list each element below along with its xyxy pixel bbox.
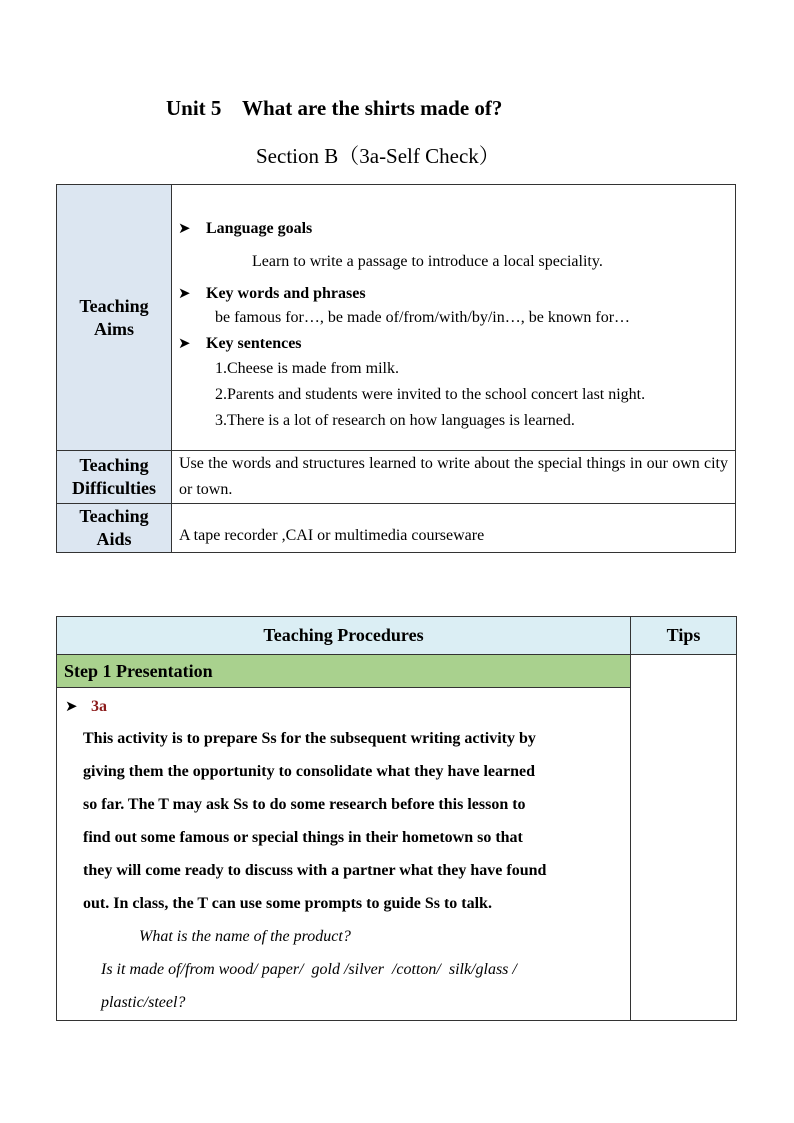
description-line: out. In class, the T can use some prompts to guide Ss to talk. bbox=[83, 895, 492, 912]
step-1-header: Step 1 Presentation bbox=[57, 655, 631, 688]
teaching-aims-content bbox=[172, 185, 736, 451]
teaching-difficulties-text: Use the words and structures learned to write about the special things in our own city or town. bbox=[172, 451, 736, 504]
prompt-3: plastic/steel? bbox=[101, 994, 186, 1011]
sentence-2: 2.Parents and students were invited to the school concert last night. bbox=[215, 386, 646, 403]
sentence-1: 1.Cheese is made from milk. bbox=[215, 360, 399, 377]
key-words-heading: ➤ Key words and phrases bbox=[172, 282, 735, 306]
procedures-table bbox=[56, 616, 737, 1021]
teaching-difficulties-label: Teaching Difficulties bbox=[57, 451, 172, 504]
procedures-header: Teaching Procedures bbox=[57, 617, 631, 655]
key-words-text: be famous for…, be made of/from/with/by/in…, be known for… bbox=[215, 309, 631, 326]
step-1-content bbox=[57, 688, 631, 1021]
key-sentences-heading: ➤ Key sentences bbox=[172, 332, 735, 356]
activity-description bbox=[63, 722, 624, 920]
prompt-1: What is the name of the product? bbox=[139, 928, 351, 945]
arrow-bullet-icon: ➤ bbox=[178, 336, 191, 352]
arrow-bullet-icon: ➤ bbox=[178, 286, 191, 302]
description-line: so far. The T may ask Ss to do some research before this lesson to bbox=[83, 796, 526, 813]
prompt-2: Is it made of/from wood/ paper/ gold /silver /cotton/ silk/glass / bbox=[101, 961, 517, 978]
teaching-aims-table bbox=[56, 184, 736, 553]
tips-header: Tips bbox=[631, 617, 737, 655]
tips-column bbox=[631, 655, 737, 1021]
description-line: This activity is to prepare Ss for the subsequent writing activity by bbox=[83, 730, 536, 747]
section-subtitle: Section B（3a-Self Check） bbox=[256, 144, 500, 168]
language-goals-heading: ➤ Language goals bbox=[172, 217, 735, 241]
teaching-aids-text: A tape recorder ,CAI or multimedia courseware bbox=[172, 504, 736, 553]
teaching-aids-label: Teaching Aids bbox=[57, 504, 172, 553]
unit-title: Unit 5 What are the shirts made of? bbox=[166, 96, 503, 120]
language-goals-text: Learn to write a passage to introduce a local speciality. bbox=[252, 253, 603, 270]
sentence-3: 3.There is a lot of research on how languages is learned. bbox=[215, 412, 575, 429]
arrow-bullet-icon: ➤ bbox=[65, 699, 78, 715]
arrow-bullet-icon: ➤ bbox=[178, 221, 191, 237]
activity-3a-label: ➤ 3a bbox=[63, 692, 624, 722]
description-line: find out some famous or special things in their hometown so that bbox=[83, 829, 523, 846]
description-line: they will come ready to discuss with a partner what they have found bbox=[83, 862, 547, 879]
teaching-aims-label: Teaching Aims bbox=[57, 185, 172, 451]
description-line: giving them the opportunity to consolidate what they have learned bbox=[83, 763, 535, 780]
